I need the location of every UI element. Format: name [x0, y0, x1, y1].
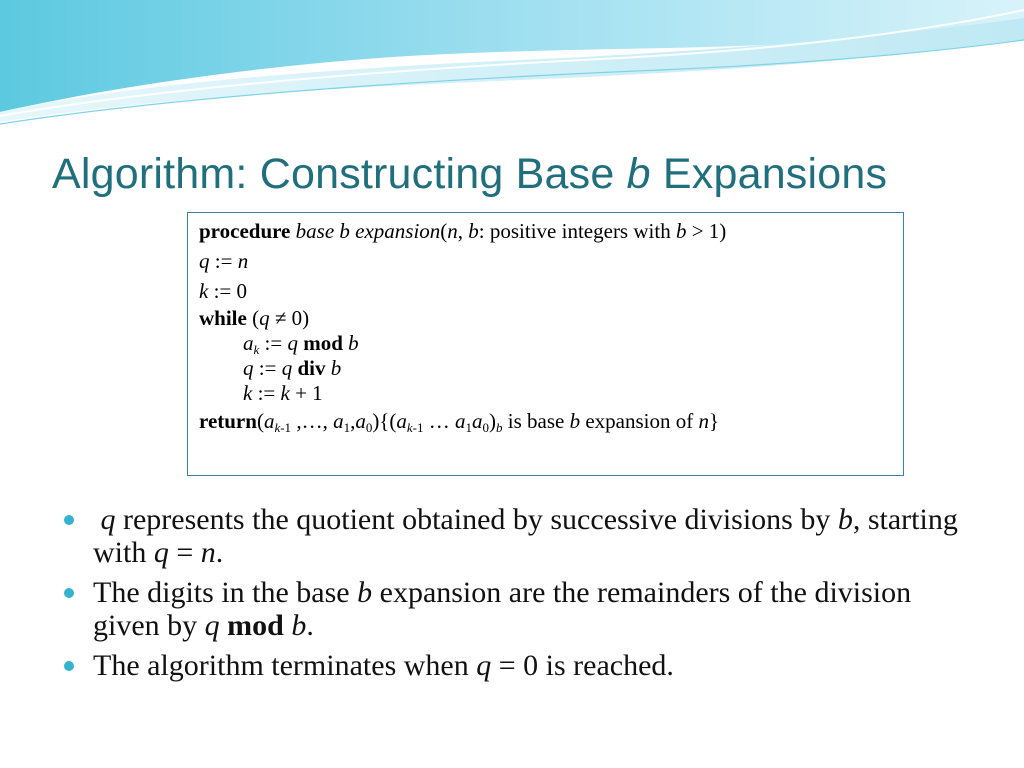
- pseudocode-box: [187, 212, 904, 476]
- bullet-item: The algorithm terminates when q = 0 is reached.: [62, 649, 982, 682]
- bullet-item: The digits in the base b expansion are the remainders of the division given by q mod b.: [62, 576, 982, 642]
- pseudocode-line-k-inc: k := k + 1: [243, 381, 323, 405]
- pseudocode-line-k-assign: k := 0: [199, 279, 248, 303]
- slide-title: Algorithm: Constructing Base b Expansions: [52, 150, 888, 198]
- bullet-dot-icon: [64, 661, 74, 671]
- bullet-dot-icon: [64, 515, 74, 525]
- header-wave-decoration: [0, 0, 1024, 130]
- bullet-list: [62, 503, 982, 689]
- bullet-dot-icon: [64, 588, 74, 598]
- pseudocode-line-q-div: q := q div b: [243, 356, 342, 380]
- pseudocode-line-return: $return(a_{k-1}$ ,…, $a_1,a_0)\{(a_{k-1}$ … $a_1a_0)_b$ is base b expansion of n}: [199, 409, 720, 435]
- pseudocode-line-q-assign: q := n: [199, 249, 249, 273]
- pseudocode-line-procedure: procedure base b expansion(n, b: positive integers with b > 1): [199, 219, 727, 243]
- bullet-item: q represents the quotient obtained by successive divisions by b, starting with q = n.: [62, 503, 982, 569]
- pseudocode-line-ak: $a_k$ := q mod b: [243, 331, 359, 357]
- pseudocode-line-while: while (q ≠ 0): [199, 306, 310, 330]
